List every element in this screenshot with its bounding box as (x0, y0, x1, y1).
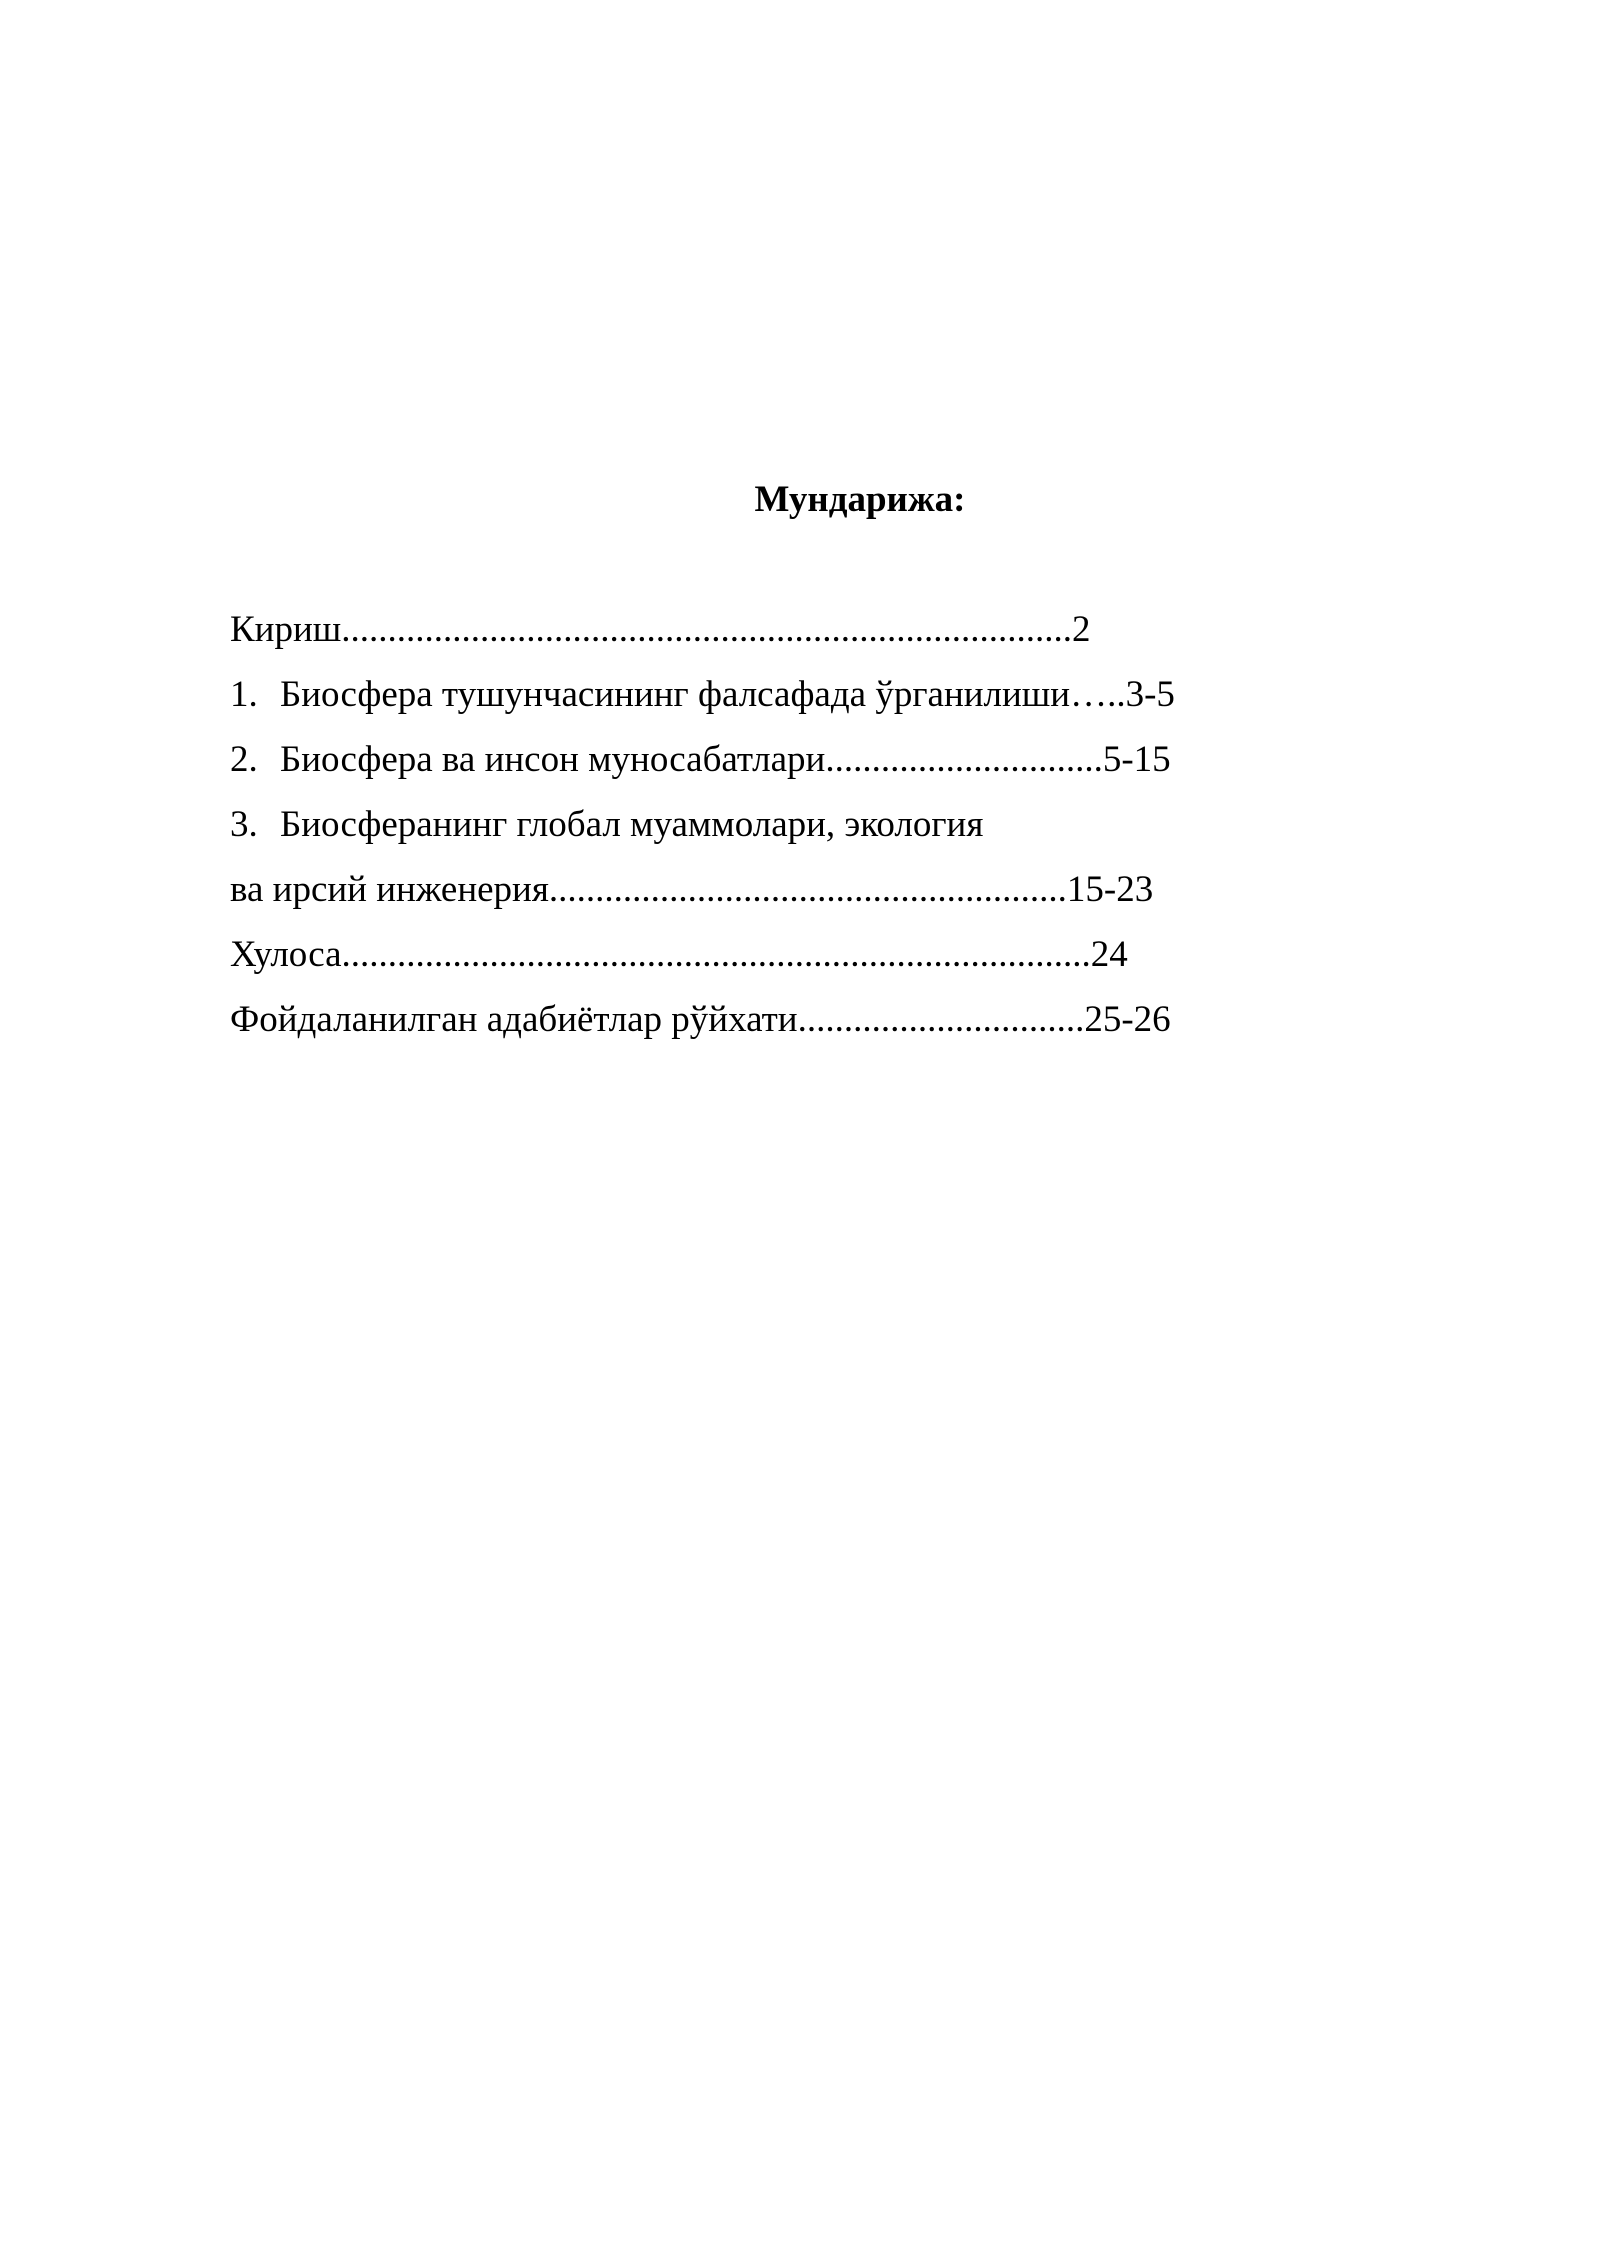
toc-entry-leader: ............................... (797, 999, 1085, 1040)
toc-entry-introduction (230, 608, 1091, 652)
toc-entry-page: 24 (1090, 934, 1128, 975)
toc-entry-chapter-3 (230, 803, 983, 847)
toc-entry-page: 2 (1072, 609, 1091, 650)
toc-entry-leader: .............................. (825, 739, 1103, 780)
toc-entry-leader: ........................................................ (548, 869, 1067, 910)
toc-entry-text: Фойдаланилган адабиётлар рўйхати (230, 999, 798, 1040)
toc-entry-number: 1. (230, 674, 258, 715)
toc-entry-page: 15-23 (1066, 869, 1154, 910)
toc-entry-number: 3. (230, 804, 258, 845)
toc-entry-leader: ............................................................................... (341, 609, 1073, 650)
toc-entry-page: 5-15 (1102, 739, 1171, 780)
toc-entry-leader: ................................................................................. (341, 934, 1091, 975)
toc-entry-conclusion (230, 933, 1128, 977)
toc-entry-chapter-3-continued (230, 868, 1153, 912)
toc-entry-chapter-1 (230, 673, 1175, 717)
toc-entry-text: ва ирсий инженерия (230, 869, 549, 910)
toc-entry-leader: ….. (1070, 674, 1126, 715)
toc-entry-text: Биосфера тушунчасининг фалсафада ўрганилиши (280, 674, 1071, 715)
page-title: Мундарижа: (754, 479, 966, 520)
toc-entry-text: Хулоса (230, 934, 342, 975)
toc-entry-references (230, 998, 1171, 1042)
toc-entry-text: Кириш (230, 609, 342, 650)
toc-entry-page: 25-26 (1084, 999, 1171, 1040)
toc-entry-chapter-2 (230, 738, 1171, 782)
toc-entry-text: Биосфера ва инсон муносабатлари (280, 739, 826, 780)
toc-entry-number: 2. (230, 739, 258, 780)
toc-entry-page: 3-5 (1125, 674, 1175, 715)
toc-entry-text: Биосферанинг глобал муаммолари, экология (280, 804, 984, 845)
